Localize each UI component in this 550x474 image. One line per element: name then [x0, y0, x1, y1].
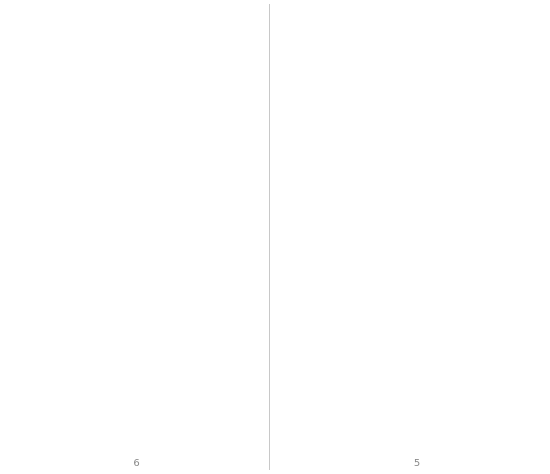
left-page	[4, 4, 270, 470]
page-number: 5	[413, 458, 421, 469]
page-number: 6	[133, 458, 140, 469]
right-page	[280, 4, 546, 470]
left-page-text	[4, 4, 263, 444]
right-page-text	[284, 4, 546, 444]
